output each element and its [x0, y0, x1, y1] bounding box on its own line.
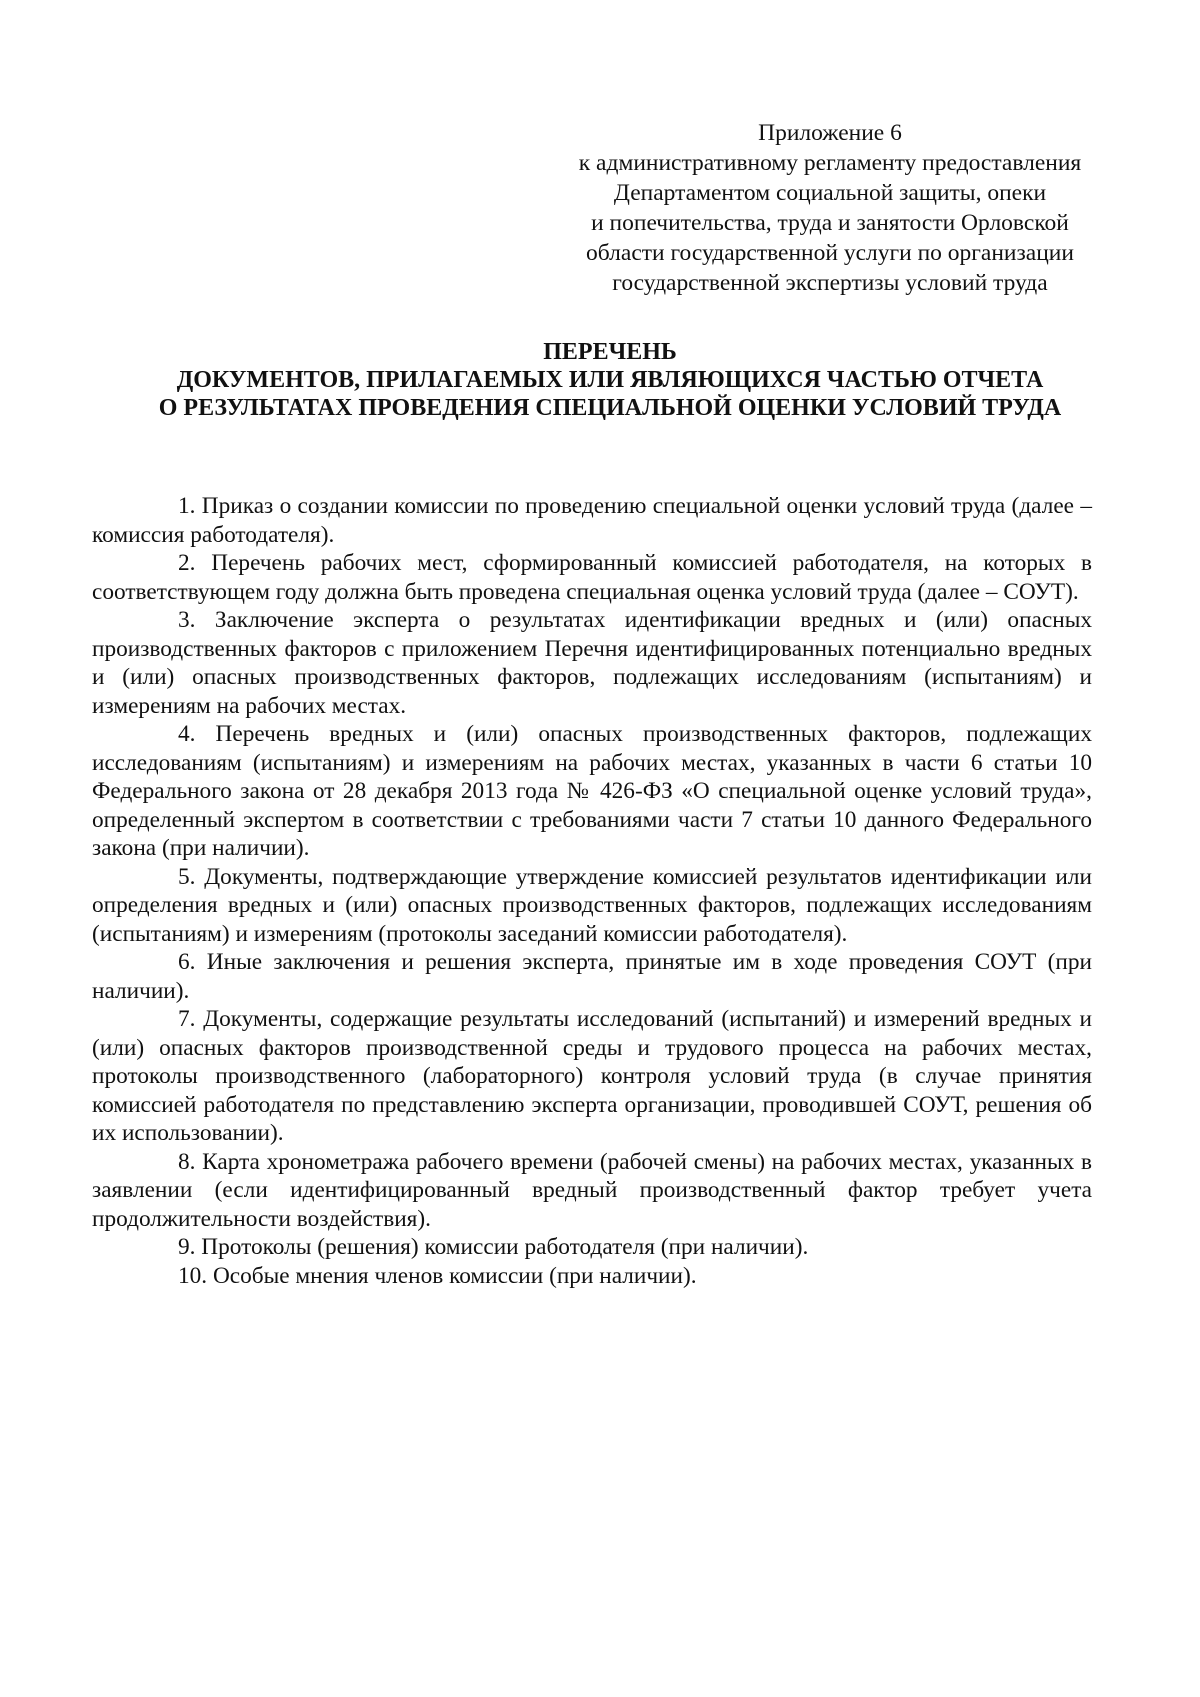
list-item-7: 7. Документы, содержащие результаты исследований (испытаний) и измерений вредных и (или) опасных факторов производственной среды и трудового процесса на рабочих местах, протоколы производственного (лабораторного) контроля условий труда (в случае принятия комиссией работодателя по представлению эксперта организации, проводившей СОУТ, решения об их использовании).: [92, 1006, 1092, 1146]
appendix-line: государственной экспертизы условий труда: [612, 270, 1048, 296]
appendix-line: Департаментом социальной защиты, опеки: [613, 180, 1047, 206]
title-line-heading: ПЕРЕЧЕНЬ: [543, 339, 677, 365]
list-item-4: 4. Перечень вредных и (или) опасных производственных факторов, подлежащих исследованиям (испытаниям) и измерениям на рабочих местах, указанных в части 6 статьи 10 Федерального закона от 28 декабря 2013 года № 426-ФЗ «О специальной оценке условий труда», определенный экспертом в соответствии с требованиями части 7 статьи 10 данного Федерального закона (при наличии).: [92, 721, 1092, 861]
appendix-line: области государственной услуги по организации: [586, 240, 1074, 266]
list-item-8: 8. Карта хронометража рабочего времени (рабочей смены) на рабочих местах, указанных в заявлении (если идентифицированный вредный производственный фактор требует учета продолжительности воздействия).: [92, 1148, 1092, 1232]
list-item-6: 6. Иные заключения и решения эксперта, принятые им в ходе проведения СОУТ (при наличии).: [92, 949, 1092, 1004]
appendix-line: и попечительства, труда и занятости Орловской: [591, 210, 1069, 236]
document-list: [92, 492, 1092, 1290]
list-item-1: 1. Приказ о создании комиссии по проведению специальной оценки условий труда (далее – комиссия работодателя).: [92, 493, 1092, 548]
list-item-2: 2. Перечень рабочих мест, сформированный комиссией работодателя, на которых в соответствующем году должна быть проведена специальная оценка условий труда (далее – СОУТ).: [92, 550, 1092, 605]
appendix-line-number: Приложение 6: [758, 120, 902, 146]
list-item-5: 5. Документы, подтверждающие утверждение комиссией результатов идентификации или определения вредных и (или) опасных производственных факторов, подлежащих исследованиям (испытаниям) и измерениям (протоколы заседаний комиссии работодателя).: [92, 863, 1092, 947]
list-item-9: 9. Протоколы (решения) комиссии работодателя (при наличии).: [178, 1234, 809, 1260]
list-item-3: 3. Заключение эксперта о результатах идентификации вредных и (или) опасных производственных факторов с приложением Перечня идентифицированных потенциально вредных и (или) опасных производственных факторов, подлежащих исследованиям (испытаниям) и измерениям на рабочих местах.: [92, 607, 1092, 719]
document-title: [130, 338, 1090, 422]
title-line: ДОКУМЕНТОВ, ПРИЛАГАЕМЫХ ИЛИ ЯВЛЯЮЩИХСЯ ЧАСТЬЮ ОТЧЕТА: [176, 367, 1044, 393]
appendix-line: к административному регламенту предоставления: [578, 150, 1082, 176]
title-line: О РЕЗУЛЬТАТАХ ПРОВЕДЕНИЯ СПЕЦИАЛЬНОЙ ОЦЕНКИ УСЛОВИЙ ТРУДА: [158, 395, 1062, 421]
appendix-header: [570, 118, 1090, 298]
list-item-10: 10. Особые мнения членов комиссии (при наличии).: [178, 1262, 697, 1289]
